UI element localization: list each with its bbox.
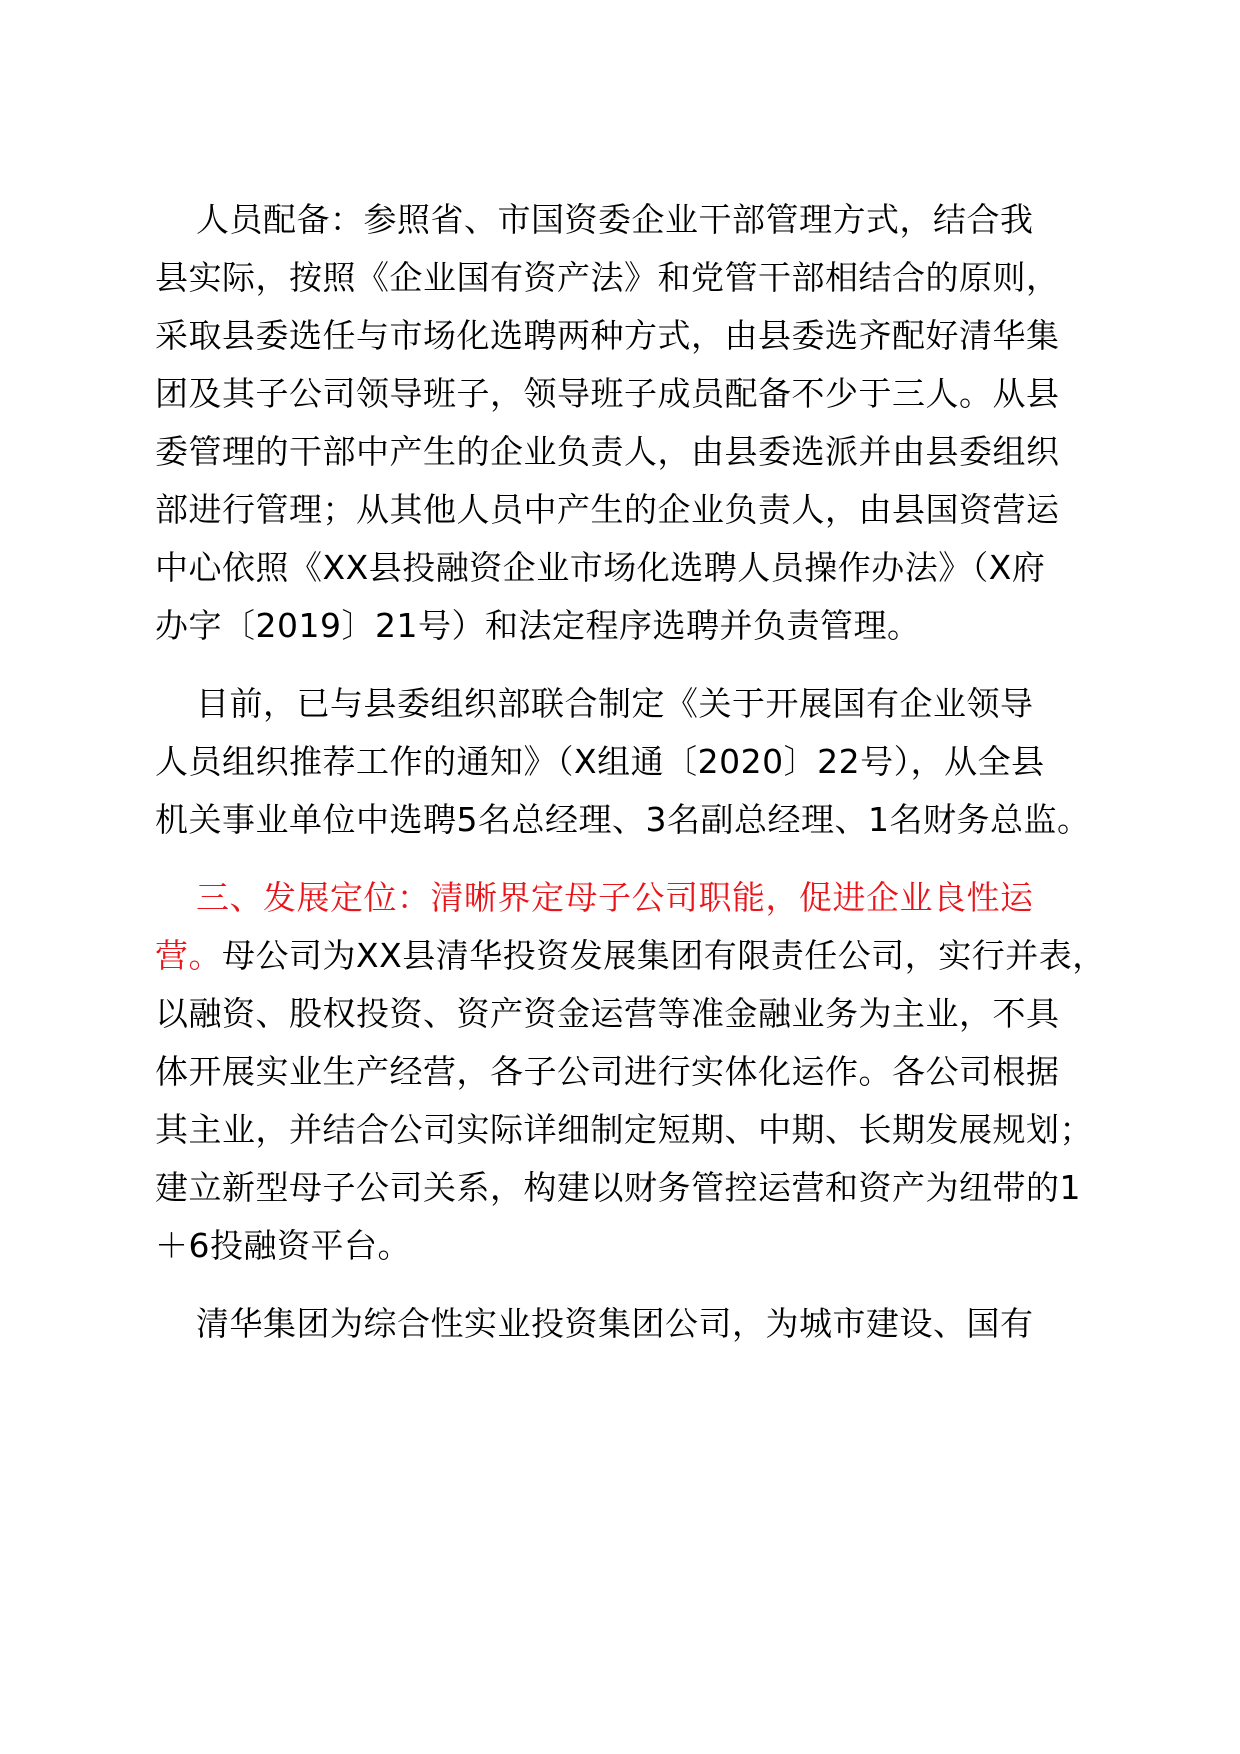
section-heading-tail: 营。	[155, 936, 222, 975]
text-line: 其主业，并结合公司实际详细制定短期、中期、长期发展规划；	[155, 1110, 1093, 1149]
text-line: 以融资、股权投资、资产资金运营等准金融业务为主业，不具	[155, 994, 1060, 1033]
text-line: 目前，已与县委组织部联合制定《关于开展国有企业领导	[196, 684, 1034, 723]
text-line: 机关事业单位中选聘5名总经理、3名副总经理、1名财务总监。	[155, 800, 1091, 839]
text-line: 人员配备：参照省、市国资委企业干部管理方式，结合我	[196, 200, 1034, 239]
section-heading: 三、发展定位：清晰界定母子公司职能，促进企业良性运	[196, 878, 1034, 917]
text-line: 委管理的干部中产生的企业负责人，由县委选派并由县委组织	[155, 432, 1060, 471]
text-line: 办字〔2019〕21号）和法定程序选聘并负责管理。	[155, 606, 921, 645]
text-line: 县实际，按照《企业国有资产法》和党管干部相结合的原则，	[155, 258, 1060, 297]
text-line: 采取县委选任与市场化选聘两种方式，由县委选齐配好清华集	[155, 316, 1060, 355]
text-line-rest: 母公司为XX县清华投资发展集团有限责任公司，实行并表，	[222, 936, 1106, 975]
text-line: 部进行管理；从其他人员中产生的企业负责人，由县国资营运	[155, 490, 1060, 529]
text-line: 体开展实业生产经营，各子公司进行实体化运作。各公司根据	[155, 1052, 1060, 1091]
text-line: ＋6投融资平台。	[155, 1226, 411, 1265]
text-line: 中心依照《XX县投融资企业市场化选聘人员操作办法》（X府	[155, 548, 1046, 587]
text-line	[155, 926, 1106, 986]
text-line: 人员组织推荐工作的通知》（X组通〔2020〕22号），从全县	[155, 742, 1045, 781]
text-line: 清华集团为综合性实业投资集团公司，为城市建设、国有	[196, 1304, 1034, 1343]
text-line: 建立新型母子公司关系，构建以财务管控运营和资产为纽带的1	[155, 1168, 1081, 1207]
text-line: 团及其子公司领导班子，领导班子成员配备不少于三人。从县	[155, 374, 1060, 413]
